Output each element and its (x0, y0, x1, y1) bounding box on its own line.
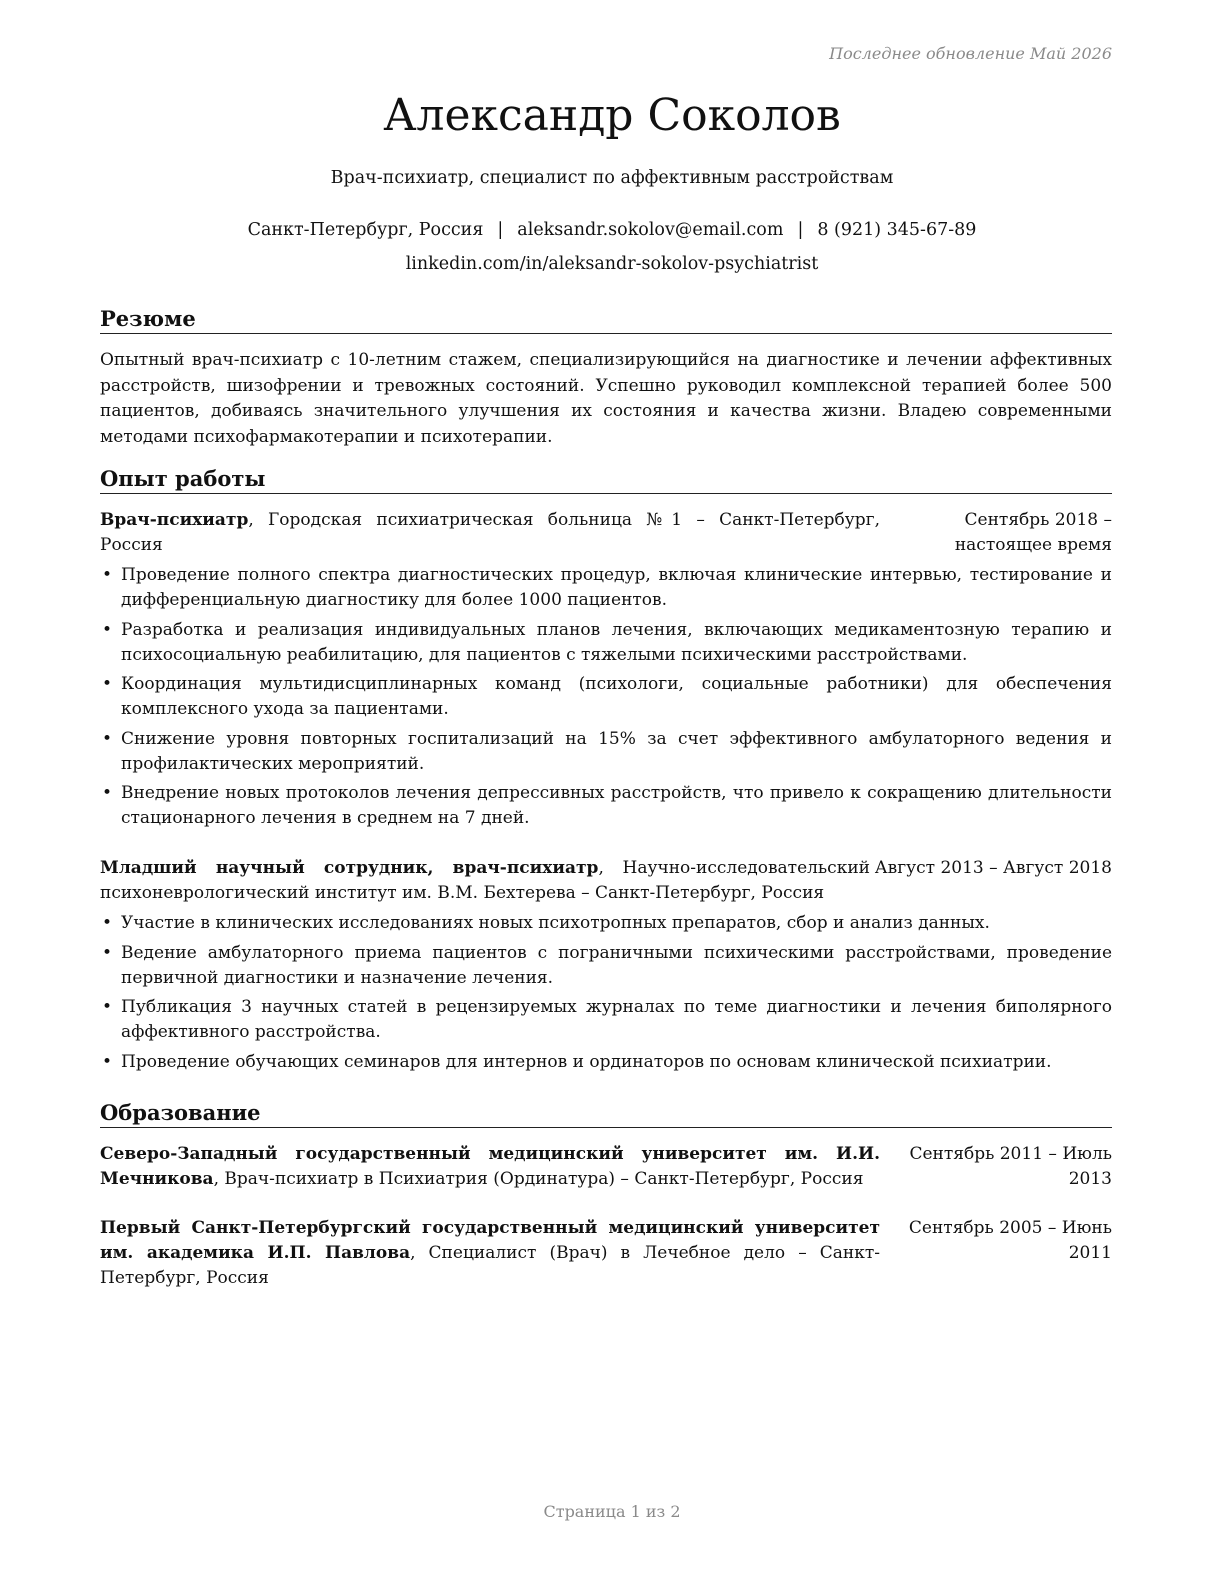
list-item: • Координация мультидисциплинарных команд (психологи, социальные работники) для обеспечения комплексного ухода за пациентами. (100, 672, 1112, 722)
list-item: • Проведение полного спектра диагностических процедур, включая клинические интервью, тестирование и дифференциальную диагностику для более 1000 пациентов. (100, 563, 1112, 613)
education-entry (100, 1142, 1112, 1192)
job-role: Врач-психиатр (100, 510, 249, 530)
degree-details: , Специалист (Врач) в Лечебное дело – Санкт-Петербург, Россия (100, 1243, 880, 1288)
list-item: • Ведение амбулаторного приема пациентов с пограничными психическими расстройствами, проведение первичной диагностики и назначение лечения. (100, 941, 1112, 991)
list-item: • Внедрение новых протоколов лечения депрессивных расстройств, что привело к сокращению длительности стационарного лечения в среднем на 7 дней. (100, 781, 1112, 831)
list-item: • Снижение уровня повторных госпитализаций на 15% за счет эффективного амбулаторного ведения и профилактических мероприятий. (100, 727, 1112, 777)
list-item: • Публикация 3 научных статей в рецензируемых журналах по теме диагностики и лечения биполярного аффективного расстройства. (100, 995, 1112, 1045)
education-dates: Сентябрь 2011 – Июль 2013 (909, 1144, 1112, 1189)
job-role: Младший научный сотрудник, врач-психиатр (100, 858, 599, 878)
list-item: • Разработка и реализация индивидуальных планов лечения, включающих медикаментозную терапию и психосоциальную реабилитацию, для пациентов с тяжелыми психическими расстройствами. (100, 618, 1112, 668)
school-name: Первый Санкт-Петербургский государственный медицинский университет им. академика И.П. Павлова (100, 1218, 880, 1263)
job-dates: Август 2013 – Август 2018 (874, 858, 1112, 878)
location: Санкт-Петербург, Россия (247, 220, 484, 240)
degree-details: , Врач-психиатр в Психиатрия (Ординатура) – Санкт-Петербург, Россия (213, 1169, 864, 1189)
phone: 8 (921) 345-67-89 (817, 220, 977, 240)
education-entry (100, 1216, 1112, 1291)
job-bullets (100, 563, 1112, 836)
summary-text: Опытный врач-психиатр с 10-летним стажем, специализирующийся на диагностике и лечении аффективных расстройств, шизофрении и тревожных состояний. Успешно руководил комплексной терапией более 500 пациентов, добиваясь значительного улучшения их состояния и качества жизни. Владею современными методами психофармакотерапии и психотерапии. (100, 350, 1112, 447)
page-number: Страница 1 из 2 (543, 1502, 681, 1521)
job-header (100, 856, 1112, 906)
list-item: • Участие в клинических исследованиях новых психотропных препаратов, сбор и анализ данных. (100, 911, 1112, 936)
candidate-name: Александр Соколов (383, 90, 841, 141)
contact-line (0, 220, 1224, 240)
section-title-education: Образование (100, 1100, 1112, 1128)
linkedin-link[interactable]: linkedin.com/in/aleksandr-sokolov-psychiatrist (405, 254, 819, 274)
candidate-title: Врач-психиатр, специалист по аффективным расстройствам (330, 168, 894, 188)
email-link[interactable]: aleksandr.sokolov@email.com (517, 220, 784, 240)
job-dates: Сентябрь 2018 – настоящее время (954, 510, 1112, 555)
job-organization: , Городская психиатрическая больница №1 – Санкт-Петербург, Россия (100, 510, 880, 555)
last-updated: Последнее обновление Май 2026 (829, 44, 1112, 63)
school-name: Северо-Западный государственный медицинский университет им. И.И. Мечникова (100, 1144, 880, 1189)
separator: | (497, 220, 504, 240)
section-title-summary: Резюме (100, 306, 1112, 334)
separator: | (797, 220, 804, 240)
job-organization: , Научно-исследовательский психоневрологический институт им. В.М. Бехтерева – Санкт-Петербург, Россия (100, 858, 870, 903)
section-title-experience: Опыт работы (100, 466, 1112, 494)
job-bullets (100, 911, 1112, 1079)
list-item: • Проведение обучающих семинаров для интернов и ординаторов по основам клинической психиатрии. (100, 1050, 1112, 1075)
education-dates: Сентябрь 2005 – Июнь 2011 (908, 1218, 1112, 1263)
job-header (100, 508, 1112, 558)
